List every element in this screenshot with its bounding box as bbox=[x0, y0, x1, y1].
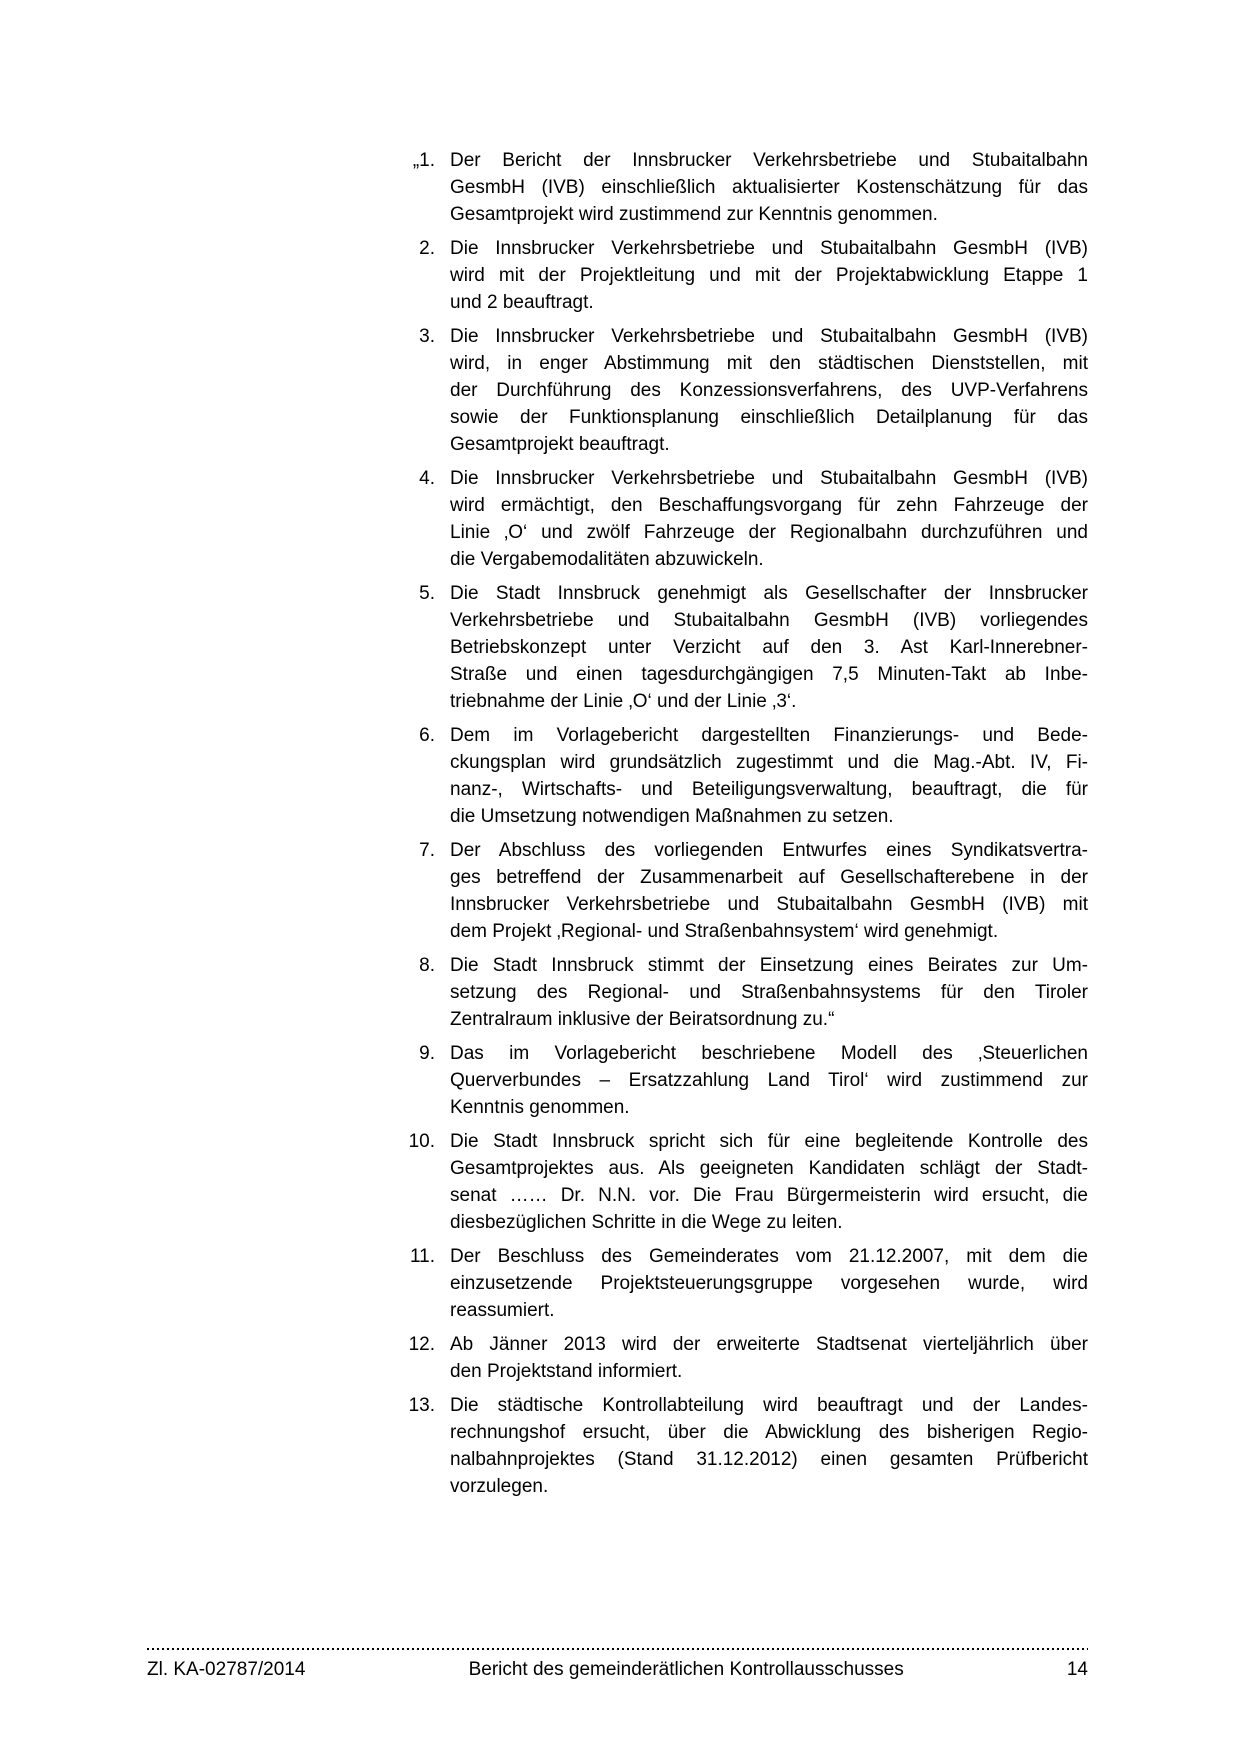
list-item bbox=[403, 1331, 1088, 1385]
text-line: Die Stadt Innsbruck genehmigt als Gesellschafter der Innsbrucker bbox=[450, 583, 1088, 604]
footer-title: Bericht des gemeinderätlichen Kontrollausschusses bbox=[468, 1659, 904, 1680]
list-item-number: 7. bbox=[419, 840, 435, 861]
list-item-text bbox=[450, 1331, 1088, 1385]
text-line: Querverbundes – Ersatzzahlung Land Tirol‘ wird zustimmend zur bbox=[450, 1070, 1088, 1091]
list-item bbox=[403, 147, 1088, 228]
list-item-text bbox=[450, 323, 1088, 458]
text-line: Innsbrucker Verkehrsbetriebe und Stubaitalbahn GesmbH (IVB) mit bbox=[450, 894, 1088, 915]
text-line: Die Stadt Innsbruck spricht sich für eine begleitende Kontrolle des bbox=[450, 1131, 1088, 1152]
text-line: dem Projekt ‚Regional- und Straßenbahnsystem‘ wird genehmigt. bbox=[450, 921, 999, 942]
text-line: Die Innsbrucker Verkehrsbetriebe und Stubaitalbahn GesmbH (IVB) bbox=[450, 238, 1088, 259]
list-item-text bbox=[450, 952, 1088, 1033]
list-item-number: 10. bbox=[408, 1131, 435, 1152]
list-item-number: 5. bbox=[419, 583, 435, 604]
list-item bbox=[403, 465, 1088, 573]
list-item bbox=[403, 1392, 1088, 1500]
text-line: sowie der Funktionsplanung einschließlich Detailplanung für das bbox=[450, 407, 1088, 428]
list-item-text bbox=[450, 1392, 1088, 1500]
list-item bbox=[403, 1243, 1088, 1324]
text-line: Die Innsbrucker Verkehrsbetriebe und Stubaitalbahn GesmbH (IVB) bbox=[450, 326, 1088, 347]
text-line: Straße und einen tagesdurchgängigen 7,5 Minuten-Takt ab Inbe- bbox=[450, 664, 1088, 685]
text-line: rechnungshof ersucht, über die Abwicklung des bisherigen Regio- bbox=[450, 1422, 1088, 1443]
text-line: setzung des Regional- und Straßenbahnsystems für den Tiroler bbox=[450, 982, 1088, 1003]
list-item-text bbox=[450, 465, 1088, 573]
text-line: nanz-, Wirtschafts- und Beteiligungsverwaltung, beauftragt, die für bbox=[450, 779, 1088, 800]
text-line: Verkehrsbetriebe und Stubaitalbahn GesmbH (IVB) vorliegendes bbox=[450, 610, 1088, 631]
text-line: den Projektstand informiert. bbox=[450, 1361, 683, 1382]
list-item bbox=[403, 1040, 1088, 1121]
text-line: Gesamtprojekt wird zustimmend zur Kenntnis genommen. bbox=[450, 204, 938, 225]
text-line: Die städtische Kontrollabteilung wird beauftragt und der Landes- bbox=[450, 1395, 1088, 1416]
page-footer bbox=[147, 1648, 1088, 1681]
resolution-list bbox=[403, 147, 1088, 1507]
list-item bbox=[403, 722, 1088, 830]
list-item bbox=[403, 952, 1088, 1033]
list-item-text bbox=[450, 235, 1088, 316]
list-item-text bbox=[450, 1243, 1088, 1324]
list-item-number: „1. bbox=[412, 150, 435, 171]
text-line: vorzulegen. bbox=[450, 1476, 549, 1497]
list-item-number: 3. bbox=[419, 326, 435, 347]
list-item-number: 11. bbox=[409, 1246, 435, 1267]
text-line: ckungsplan wird grundsätzlich zugestimmt und die Mag.-Abt. IV, Fi- bbox=[450, 752, 1088, 773]
footer-row bbox=[147, 1659, 1088, 1681]
list-item-number: 4. bbox=[419, 468, 435, 489]
text-line: senat …… Dr. N.N. vor. Die Frau Bürgermeisterin wird ersucht, die bbox=[450, 1185, 1088, 1206]
text-line: Der Abschluss des vorliegenden Entwurfes eines Syndikatsvertra- bbox=[450, 840, 1088, 861]
text-line: Die Stadt Innsbruck stimmt der Einsetzung eines Beirates zur Um- bbox=[450, 955, 1088, 976]
text-line: triebnahme der Linie ‚O‘ und der Linie ‚3‘. bbox=[450, 691, 797, 712]
text-line: reassumiert. bbox=[450, 1300, 555, 1321]
list-item-number: 8. bbox=[419, 955, 435, 976]
list-item-number: 6. bbox=[419, 725, 435, 746]
text-line: einzusetzende Projektsteuerungsgruppe vorgesehen wurde, wird bbox=[450, 1273, 1088, 1294]
text-line: die Umsetzung notwendigen Maßnahmen zu setzen. bbox=[450, 806, 894, 827]
text-line: Betriebskonzept unter Verzicht auf den 3. Ast Karl-Innerebner- bbox=[450, 637, 1088, 658]
text-line: Linie ‚O‘ und zwölf Fahrzeuge der Regionalbahn durchzuführen und bbox=[450, 522, 1088, 543]
list-item-text bbox=[450, 147, 1088, 228]
text-line: diesbezüglichen Schritte in die Wege zu leiten. bbox=[450, 1212, 843, 1233]
text-line: Gesamtprojekt beauftragt. bbox=[450, 434, 670, 455]
footer-page-number: 14 bbox=[1066, 1659, 1088, 1680]
text-line: Kenntnis genommen. bbox=[450, 1097, 630, 1118]
list-item bbox=[403, 235, 1088, 316]
text-line: Zentralraum inklusive der Beiratsordnung zu.“ bbox=[450, 1009, 835, 1030]
list-item bbox=[403, 1128, 1088, 1236]
list-item-text bbox=[450, 1128, 1088, 1236]
text-line: wird ermächtigt, den Beschaffungsvorgang für zehn Fahrzeuge der bbox=[450, 495, 1088, 516]
text-line: GesmbH (IVB) einschließlich aktualisierter Kostenschätzung für das bbox=[450, 177, 1088, 198]
footer-divider bbox=[147, 1648, 1088, 1650]
list-item bbox=[403, 580, 1088, 715]
text-line: Gesamtprojektes aus. Als geeigneten Kandidaten schlägt der Stadt- bbox=[450, 1158, 1088, 1179]
text-line: der Durchführung des Konzessionsverfahrens, des UVP-Verfahrens bbox=[450, 380, 1088, 401]
list-item-number: 2. bbox=[419, 238, 435, 259]
list-item bbox=[403, 837, 1088, 945]
text-line: Ab Jänner 2013 wird der erweiterte Stadtsenat vierteljährlich über bbox=[450, 1334, 1088, 1355]
text-line: nalbahnprojektes (Stand 31.12.2012) einen gesamten Prüfbericht bbox=[450, 1449, 1088, 1470]
list-item-text bbox=[450, 837, 1088, 945]
text-line: ges betreffend der Zusammenarbeit auf Gesellschafterebene in der bbox=[450, 867, 1088, 888]
text-line: die Vergabemodalitäten abzuwickeln. bbox=[450, 549, 764, 570]
text-line: Die Innsbrucker Verkehrsbetriebe und Stubaitalbahn GesmbH (IVB) bbox=[450, 468, 1088, 489]
text-line: wird mit der Projektleitung und mit der Projektabwicklung Etappe 1 bbox=[450, 265, 1088, 286]
text-line: Der Beschluss des Gemeinderates vom 21.12.2007, mit dem die bbox=[450, 1246, 1088, 1267]
text-line: wird, in enger Abstimmung mit den städtischen Dienststellen, mit bbox=[450, 353, 1088, 374]
footer-reference: Zl. KA-02787/2014 bbox=[147, 1659, 306, 1680]
text-line: Das im Vorlagebericht beschriebene Modell des ‚Steuerlichen bbox=[450, 1043, 1088, 1064]
text-line: und 2 beauftragt. bbox=[450, 292, 594, 313]
list-item-number: 13. bbox=[408, 1395, 435, 1416]
list-item-number: 12. bbox=[408, 1334, 435, 1355]
list-item-text bbox=[450, 722, 1088, 830]
list-item bbox=[403, 323, 1088, 458]
list-item-text bbox=[450, 1040, 1088, 1121]
list-item-number: 9. bbox=[419, 1043, 435, 1064]
text-line: Der Bericht der Innsbrucker Verkehrsbetriebe und Stubaitalbahn bbox=[450, 150, 1088, 171]
list-item-text bbox=[450, 580, 1088, 715]
text-line: Dem im Vorlagebericht dargestellten Finanzierungs- und Bede- bbox=[450, 725, 1088, 746]
